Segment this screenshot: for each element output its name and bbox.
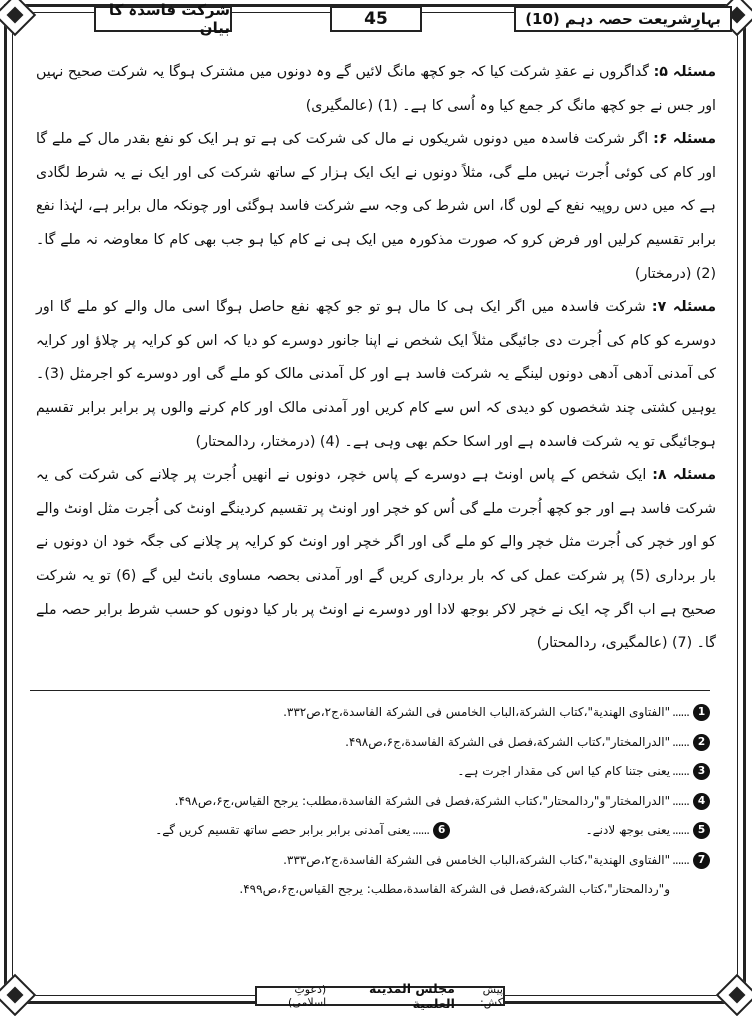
footnote-text: و"ردالمحتار"،کتاب الشرکة،فصل فی الشرکة الفاسدة،مطلب: یرجح القیاس،ج۶،ص۴۹۹. <box>239 882 670 896</box>
footnote-number: 3 <box>693 763 710 780</box>
footnote-number: 6 <box>433 822 450 839</box>
footnote-number: 5 <box>693 822 710 839</box>
footnote-7: 7 ...... "الفتاوی الهندیة"،کتاب الشرکة،الباب الخامس فی الشرکة الفاسدة،ج۲،ص۳۳۳. <box>30 846 710 876</box>
footnote-text: "الفتاوی الهندیة"،کتاب الشرکة،الباب الخامس فی الشرکة الفاسدة،ج۲،ص۳۳۲. <box>283 705 671 719</box>
footnote-number: 2 <box>693 734 710 751</box>
masala-label: مسئلہ ۵: <box>653 64 716 80</box>
footnote-separator <box>30 690 710 691</box>
footnote-text: یعنی آمدنی برابر برابر حصے ساتھ تقسیم کریں گے۔ <box>155 823 411 837</box>
publisher-footer <box>255 981 505 1011</box>
paragraph-text: ایک شخص کے پاس اونٹ ہے دوسرے کے پاس خچر، دونوں نے انھیں اُجرت پر چلانے کی شرکت کی یہ شرکت فاسد ہے اور جو کچھ اُجرت ملے گی اُس کو خچر اور اونٹ پر تقسیم کردینگے اونٹ کی اُجرت مثل اونٹ والے کو اور خچر کی اُجرت مثل خچر والے کو ملے گی اور اگر خچر اور اونٹ کو کرایہ پر چلانے کی جگہ خود ان دونوں نے بار برداری (5) پر شرکت عمل کی کہ بار برداری کریں گے اور آمدنی بحصہ مساوی بانٹ لیں گے (6) تو یہ شرکت صحیح ہے اب اگر چہ ایک نے خچر لاکر بوجھ لادا اور دوسرے نے اونٹ پر بار کیا دونوں کو حسب شرط برابر حصہ ملے گا۔ (7) (عالمگیری، ردالمحتار) <box>36 467 717 652</box>
masala-label: مسئلہ ۷: <box>651 299 716 316</box>
paragraph-masala-7 <box>36 291 716 459</box>
footnote-2: 2 ...... "الدرالمختار"،کتاب الشرکة،فصل فی الشرکة الفاسدة،ج۶،ص۴۹۸. <box>30 728 710 758</box>
chapter-title-header: شرکت فاسدہ کا بیان <box>94 6 232 32</box>
main-text <box>36 56 716 661</box>
paragraph-text: گداگروں نے عقدِ شرکت کیا کہ جو کچھ مانگ لائیں گے وہ دونوں میں مشترک ہوگا یہ شرکت صحیح نہیں اور جس نے جو کچھ مانگ کر جمع کیا وہ اُسی کا ہے۔ (1) (عالمگیری) <box>36 64 716 114</box>
footnote-text: یعنی بوجھ لادنے۔ <box>585 823 671 837</box>
footnote-3: 3 ...... یعنی جتنا کام کیا اس کی مقدار اجرت ہے۔ <box>30 757 710 787</box>
footnote-1: 1 ...... "الفتاوی الهندیة"،کتاب الشرکة،الباب الخامس فی الشرکة الفاسدة،ج۲،ص۳۳۲. <box>30 698 710 728</box>
masala-label: مسئلہ ۸: <box>652 467 716 484</box>
footer-suffix: (دعوتِ اسلامی) <box>287 983 327 1009</box>
footnote-5-6: 5 ...... یعنی بوجھ لادنے۔ 6 ...... یعنی آمدنی برابر برابر حصے ساتھ تقسیم کریں گے۔ <box>30 816 710 846</box>
footer-prefix: پیش کش: <box>480 983 503 1009</box>
masala-label: مسئلہ ۶: <box>653 131 716 148</box>
footnote-4: 4 ...... "الدرالمختار"و"ردالمحتار"،کتاب الشرکة،فصل فی الشرکة الفاسدة،مطلب: یرجح القیاس،ج۶،ص۴۹۸. <box>30 787 710 817</box>
footnote-number: 4 <box>693 793 710 810</box>
paragraph-masala-5 <box>36 56 716 123</box>
footnote-7-continued <box>30 875 710 905</box>
paragraph-text: شرکت فاسدہ میں اگر ایک ہی کا مال ہو تو جو کچھ نفع حاصل ہوگا اسی مال والے کو ملے گا اور دوسرے کو کام کی اُجرت دی جائیگی مثلاً ایک شخص نے اپنا جانور دوسرے کو دیا کہ اس کو کرایہ پر چلاؤ اور کرایہ کی آمدنی آدھی آدھی دونوں لینگے یہ شرکت فاسد ہے اور کل آمدنی مالک کو ملے گی اور دوسرے کو اجرمثل (3)۔ یوہیں کشتی چند شخصوں کو دیدی کہ اس سے کام کریں اور آمدنی مالک اور کام کرنے والوں پر برابر برابر تقسیم ہوجائیگی تو یہ شرکت فاسدہ ہے اور اسکا حکم بھی وہی ہے۔ (4) (درمختار، ردالمحتار) <box>36 299 716 450</box>
paragraph-masala-6 <box>36 123 716 291</box>
book-title-header: بہارِشریعت حصہ دہم (10) <box>514 6 732 32</box>
footnote-number: 7 <box>693 852 710 869</box>
footnote-number: 1 <box>693 704 710 721</box>
footer-publisher-name: مجلس المدینة العلمیة <box>369 981 455 1011</box>
footnotes <box>30 698 710 905</box>
footnote-text: "الفتاوی الهندیة"،کتاب الشرکة،الباب الخامس فی الشرکة الفاسدة،ج۲،ص۳۳۳. <box>283 852 671 867</box>
footnote-text: یعنی جتنا کام کیا اس کی مقدار اجرت ہے۔ <box>457 764 671 778</box>
footnote-text: "الدرالمختار"و"ردالمحتار"،کتاب الشرکة،فصل فی الشرکة الفاسدة،مطلب: یرجح القیاس،ج۶،ص۴۹۸. <box>174 793 671 808</box>
paragraph-text: اگر شرکت فاسدہ میں دونوں شریکوں نے مال کی شرکت کی ہے تو ہر ایک کو نفع بقدر مال کے ملے گا اور کام کی کوئی اُجرت نہیں ملے گی، مثلاً دونوں نے ایک ایک ہزار کے ساتھ شرکت کی اور ایک نے یہ شرط لگادی ہے کہ میں دس روپیہ نفع کے لوں گا، اس شرط کی وجہ سے شرکت فاسد ہوگئی اور چونکہ مال برابر ہے، لہٰذا نفع برابر تقسیم کرلیں اور فرض کرو کہ صورت مذکورہ میں ایک ہی نے کام کیا ہو جب بھی کام کا معاوضہ نہ ملے گا۔ (2) (درمختار) <box>36 131 716 282</box>
page-number: 45 <box>330 6 422 32</box>
paragraph-masala-8 <box>36 459 716 661</box>
footnote-text: "الدرالمختار"،کتاب الشرکة،فصل فی الشرکة الفاسدة،ج۶،ص۴۹۸. <box>345 734 671 749</box>
